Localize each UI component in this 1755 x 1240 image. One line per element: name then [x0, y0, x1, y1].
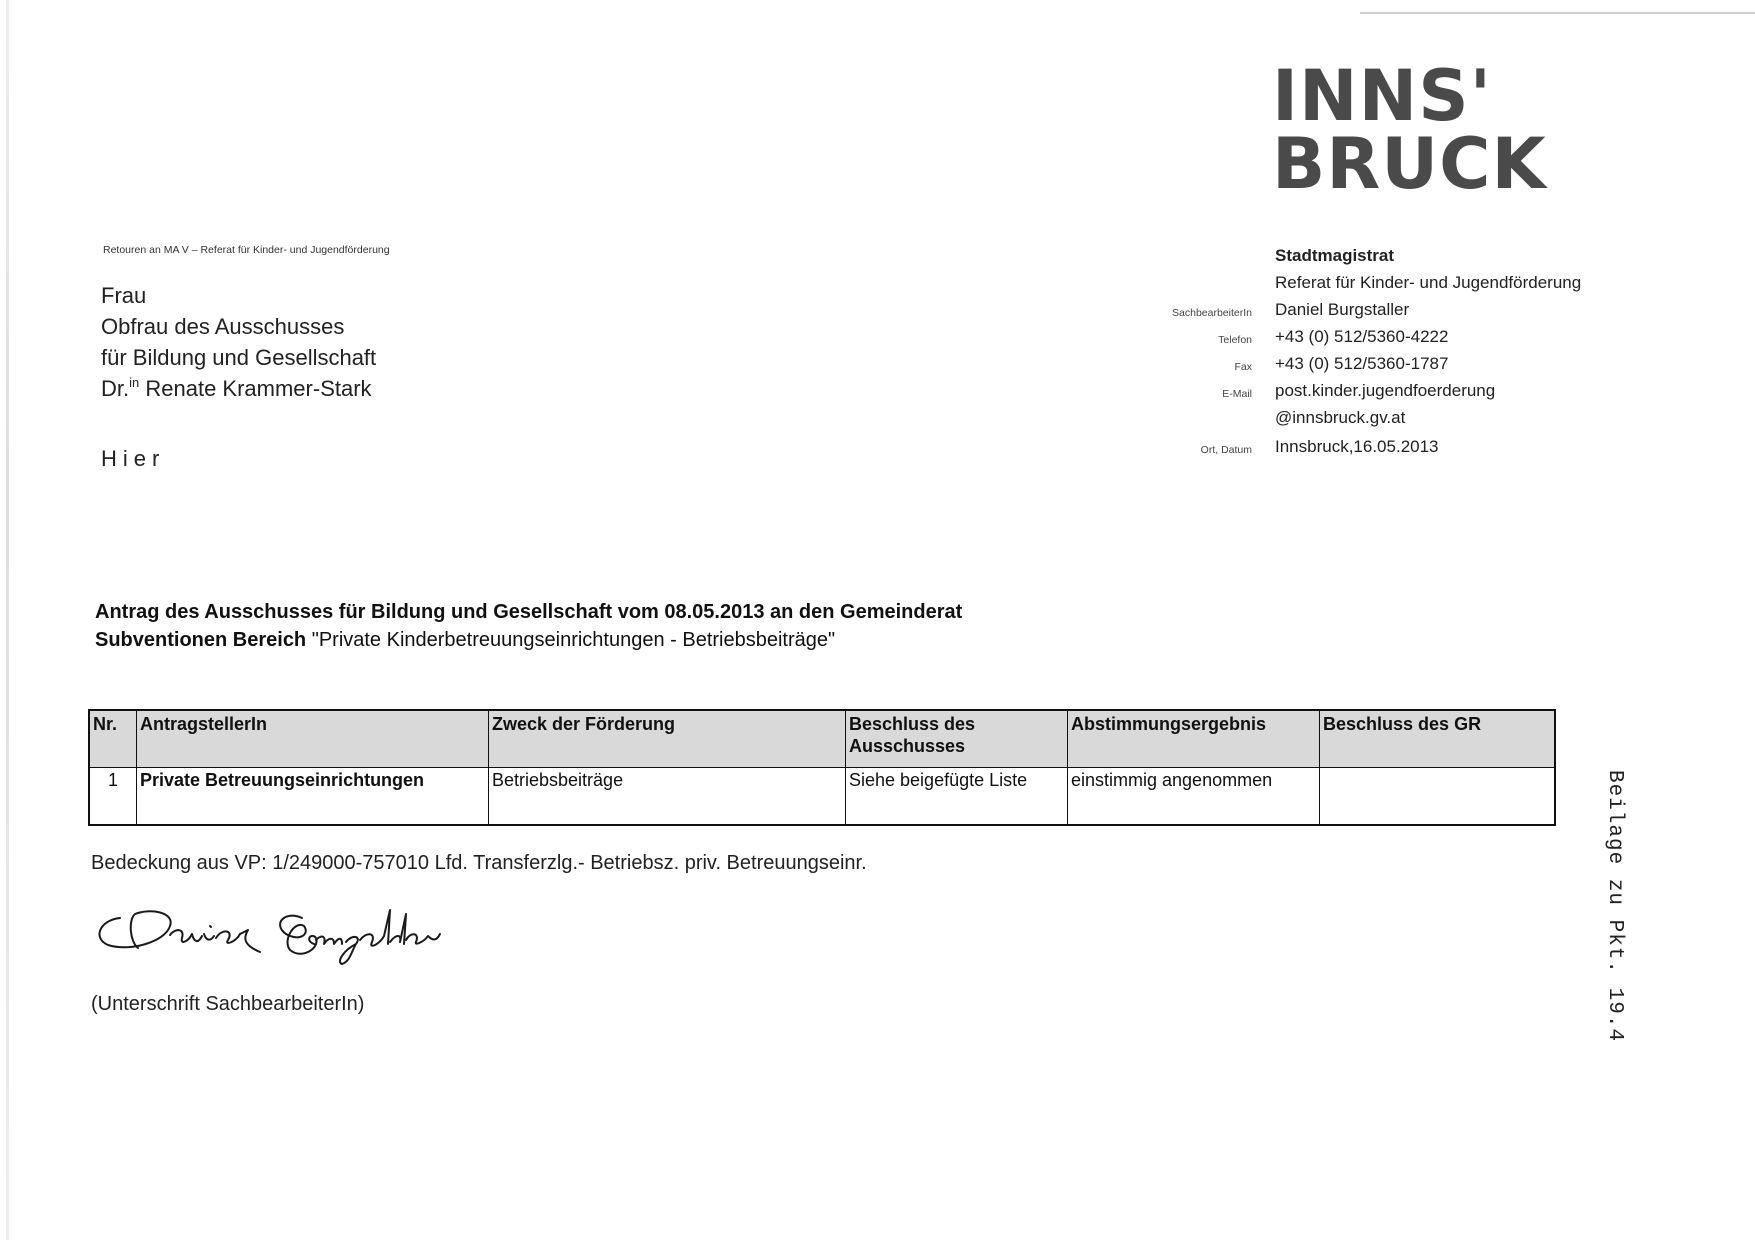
sender-label: E-Mail [1222, 388, 1252, 400]
header-vote-result: Abstimmungsergebnis [1068, 710, 1320, 768]
cell-committee-decision: Siehe beigefügte Liste [846, 768, 1068, 826]
cell-applicant: Private Betreuungseinrichtungen [137, 768, 489, 826]
recipient-title: Dr. [101, 376, 130, 401]
scan-edge [6, 0, 9, 1240]
sender-row [1100, 408, 1660, 435]
sender-row [1100, 327, 1660, 354]
sender-org: Stadtmagistrat [1275, 246, 1395, 265]
application-table [88, 709, 1556, 826]
sender-department-row [1100, 273, 1660, 300]
sender-label: Ort, Datum [1200, 444, 1252, 456]
recipient-line-4 [101, 373, 376, 404]
recipient-line-3: für Bildung und Gesellschaft [101, 345, 377, 370]
recipient-block [101, 280, 376, 404]
sender-row [1100, 381, 1660, 408]
sender-value: +43 (0) 512/5360-4222 [1275, 327, 1449, 346]
attachment-note: Beilage zu Pkt. 19.4 [1603, 770, 1626, 1043]
subject-line-1: Antrag des Ausschusses für Bildung und Gesellschaft vom 08.05.2013 an den Gemeinderat [95, 601, 963, 623]
cell-vote-result: einstimmig angenommen [1068, 768, 1320, 826]
scan-line [1360, 12, 1755, 14]
sender-label: SachbearbeiterIn [1172, 307, 1252, 319]
sender-value: Daniel Burgstaller [1275, 300, 1410, 319]
sender-row [1100, 354, 1660, 381]
logo-line-1: INNS' [1272, 55, 1493, 137]
subject-block [95, 598, 962, 654]
table-header-row [89, 710, 1555, 768]
cell-council-decision [1320, 768, 1556, 826]
sender-value: +43 (0) 512/5360-1787 [1275, 354, 1449, 373]
header-applicant: AntragstellerIn [137, 710, 489, 768]
recipient-location: Hier [101, 446, 166, 471]
sender-label: Telefon [1218, 334, 1252, 346]
cell-purpose: Betriebsbeiträge [489, 768, 846, 826]
header-council-decision: Beschluss des GR [1320, 710, 1556, 768]
budget-coverage: Bedeckung aus VP: 1/249000-757010 Lfd. Transferzlg.- Betriebsz. priv. Betreuungseinr. [91, 852, 867, 874]
sender-label: Fax [1234, 361, 1252, 373]
sender-row [1100, 437, 1660, 464]
sender-department: Referat für Kinder- und Jugendförderung [1275, 273, 1582, 292]
signature-caption: (Unterschrift SachbearbeiterIn) [91, 993, 365, 1015]
handwritten-signature [90, 890, 480, 970]
logo-line-2: BRUCK [1272, 123, 1547, 205]
subject-line-2-rest: "Private Kinderbetreuungseinrichtungen - Betriebsbeiträge" [306, 629, 836, 651]
subject-line-2 [95, 626, 962, 654]
subject-line-2-bold: Subventionen Bereich [95, 629, 307, 651]
header-committee-decision: Beschluss des Ausschusses [846, 710, 1068, 768]
return-address: Retouren an MA V – Referat für Kinder- und Jugendförderung [103, 244, 390, 256]
recipient-line-1: Frau [101, 283, 147, 308]
sender-value: @innsbruck.gv.at [1275, 408, 1406, 427]
cell-nr: 1 [89, 768, 137, 826]
sender-row [1100, 300, 1660, 327]
sender-value: post.kinder.jugendfoerderung [1275, 381, 1496, 400]
header-nr: Nr. [89, 710, 137, 768]
header-purpose: Zweck der Förderung [489, 710, 846, 768]
sender-value: Innsbruck,16.05.2013 [1275, 437, 1439, 456]
recipient-title-suffix: in [129, 375, 140, 390]
table-row [89, 768, 1555, 826]
recipient-line-2: Obfrau des Ausschusses [101, 314, 345, 339]
innsbruck-logo [1272, 55, 1547, 205]
recipient-name: Renate Krammer-Stark [139, 376, 372, 401]
